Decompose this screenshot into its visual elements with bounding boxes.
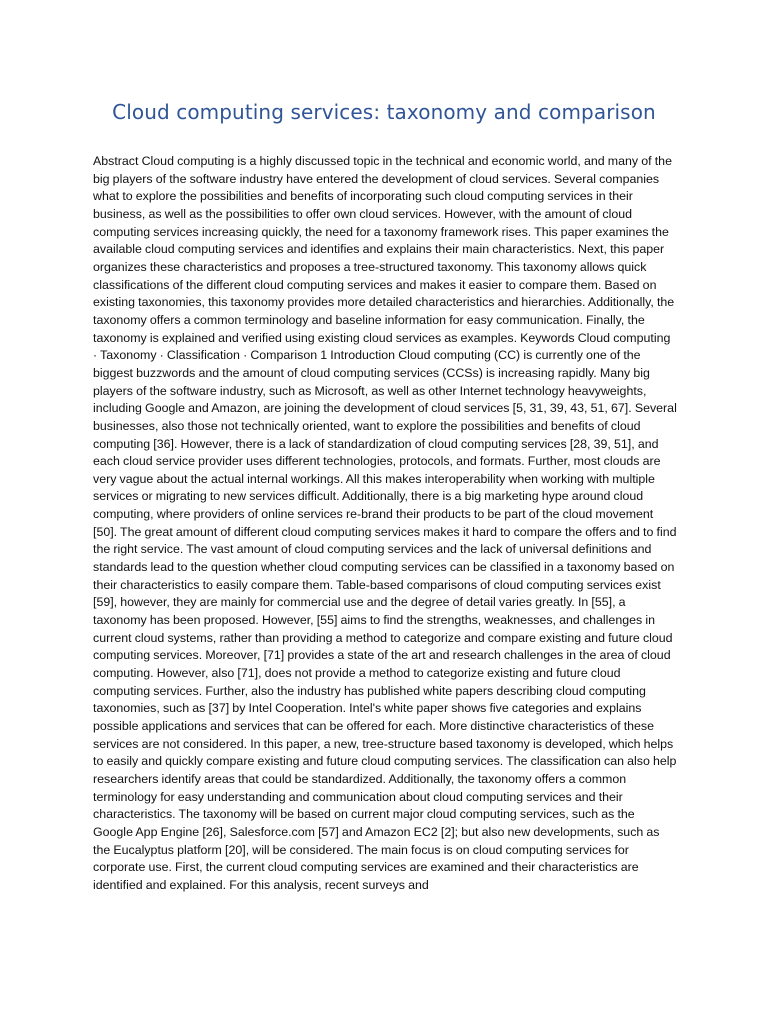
- document-title: Cloud computing services: taxonomy and comparison: [112, 100, 656, 124]
- document-body: Abstract Cloud computing is a highly discussed topic in the technical and economic world, and many of the big players of the software industry have entered the development of cloud services. Several companies what to explore the possibilities and benefits of incorporating such cloud computing services in their business, as well as the possibilities to offer own cloud services. However, with the amount of cloud computing services increasing quickly, the need for a taxonomy framework rises. This paper examines the available cloud computing services and identifies and explains their main characteristics. Next, this paper organizes these characteristics and proposes a tree-structured taxonomy. This taxonomy allows quick classifications of the different cloud computing services and makes it easier to compare them. Based on existing taxonomies, this taxonomy provides more detailed characteristics and hierarchies. Additionally, the taxonomy offers a common terminology and baseline information for easy communication. Finally, the taxonomy is explained and verified using existing cloud services as examples. Keywords Cloud computing · Taxonomy · Classification · Comparison 1 Introduction Cloud computing (CC) is currently one of the biggest buzzwords and the amount of cloud computing services (CCSs) is increasing rapidly. Many big players of the software industry, such as Microsoft, as well as other Internet technology heavyweights, including Google and Amazon, are joining the development of cloud services [5, 31, 39, 43, 51, 67]. Several businesses, also those not technically oriented, want to explore the possibilities and benefits of cloud computing [36]. However, there is a lack of standardization of cloud computing services [28, 39, 51], and each cloud service provider uses different technologies, protocols, and formats. Further, most clouds are very vague about the actual internal workings. All this makes interoperability when working with multiple services or migrating to new services difficult. Additionally, there is a big marketing hype around cloud computing, where providers of online services re-brand their products to be part of the cloud movement [50]. The great amount of different cloud computing services makes it hard to compare the offers and to find the right service. The vast amount of cloud computing services and the lack of universal definitions and standards lead to the question whether cloud computing services can be classified in a taxonomy based on their characteristics to easily compare them. Table-based comparisons of cloud computing services exist [59], however, they are mainly for commercial use and the degree of detail varies greatly. In [55], a taxonomy has been proposed. However, [55] aims to find the strengths, weaknesses, and challenges in current cloud systems, rather than providing a method to categorize and compare existing and future cloud computing services. Moreover, [71] provides a state of the art and research challenges in the area of cloud computing. However, also [71], does not provide a method to categorize existing and future cloud computing services. Further, also the industry has published white papers describing cloud computing taxonomies, such as [37] by Intel Cooperation. Intel's white paper shows five categories and explains possible applications and services that can be offered for each. More distinctive characteristics of these services are not considered. In this paper, a new, tree-structure based taxonomy is developed, which helps to easily and quickly compare existing and future cloud computing services. The classification can also help researchers identify areas that could be standardized. Additionally, the taxonomy offers a common terminology for easy understanding and communication about cloud computing services and their characteristics. The taxonomy will be based on current major cloud computing services, such as the Google App Engine [26], Salesforce.com [57] and Amazon EC2 [2]; but also new developments, such as the Eucalyptus platform [20], will be considered. The main focus is on cloud computing services for corporate use. First, the current cloud computing services are examined and their characteristics are identified and explained. For this analysis, recent surveys and: [93, 154, 677, 892]
